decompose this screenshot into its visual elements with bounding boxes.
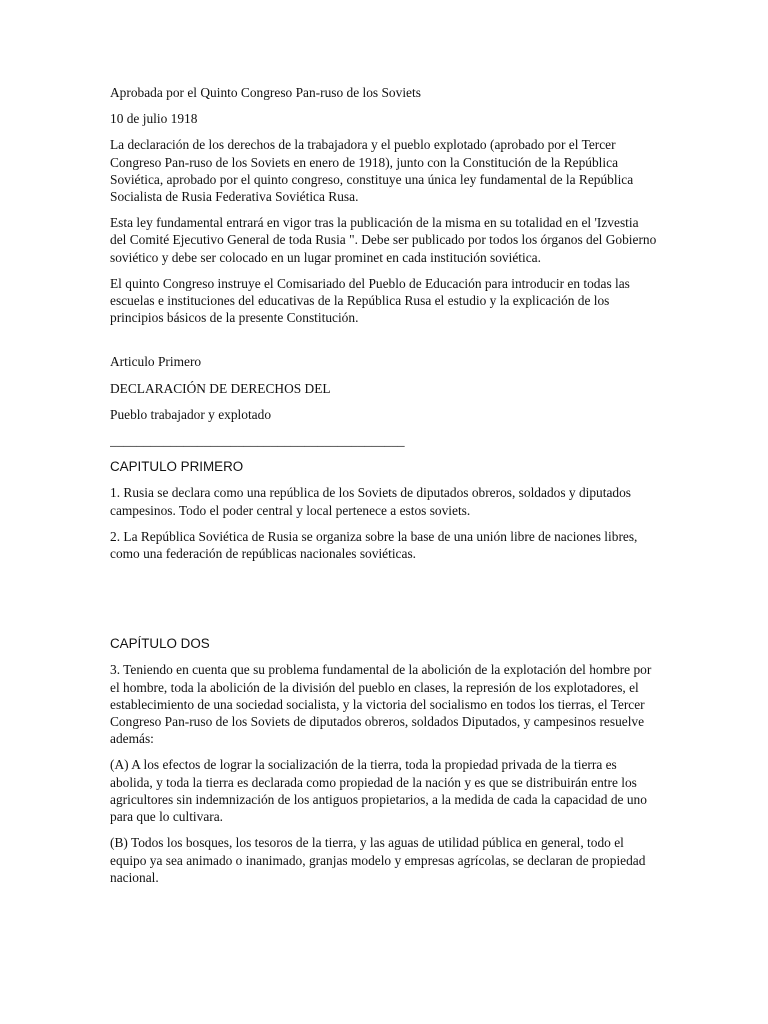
document-page — [110, 84, 658, 895]
chapter-one-title: CAPITULO PRIMERO — [110, 459, 244, 475]
spacer — [110, 335, 658, 353]
declaration-title: DECLARACIÓN DE DERECHOS DEL — [110, 380, 331, 396]
approval-line: Aprobada por el Quinto Congreso Pan-ruso de los Soviets — [110, 85, 421, 100]
date-line: 10 de julio 1918 — [110, 111, 198, 127]
article-title: Articulo Primero — [110, 354, 202, 370]
chapter-one-item-1: 1. Rusia se declara como una república de los Soviets de diputados obreros, soldados y diputados campesinos. Todo el poder central y local pertenece a estos soviets. — [110, 485, 632, 518]
chapter-two-title: CAPÍTULO DOS — [110, 636, 210, 652]
chapter-two-item-b: (B) Todos los bosques, los tesoros de la tierra, y las aguas de utilidad pública en general, todo el equipo ya sea animado o inanimado, granjas modelo y empresas agrícolas, se declaran de propiedad nacional. — [110, 835, 646, 885]
chapter-two-item-3: 3. Teniendo en cuenta que su problema fundamental de la abolición de la explotación del hombre por el hombre, toda la abolición de la división del pueblo en clases, la represión de los explotadores, el establecimiento de una sociedad socialista, y la victoria del socialismo en todos los tierras, el Tercer Congreso Pan-ruso de los Soviets de diputados obreros, soldados Diputados, y campesinos resuelve además: — [110, 662, 652, 747]
intro-paragraph-2: Esta ley fundamental entrará en vigor tras la publicación de la misma en su totalidad en el 'Izvestia del Comité Ejecutivo General de toda Rusia ". Debe ser publicado por todos los órganos del Gobierno soviético y debe ser colocado en un lugar prominet en cada institución soviética. — [110, 215, 657, 265]
intro-paragraph-1: La declaración de los derechos de la trabajadora y el pueblo explotado (aprobado por el Tercer Congreso Pan-ruso de los Soviets en enero de 1918), junto con la Constitución de la República Soviética, aprobado por el quinto congreso, constituye una única ley fundamental de la República Socialista de Rusia Federativa Soviética Rusa. — [110, 137, 634, 205]
separator-line: ____________________________________________ — [110, 433, 405, 449]
chapter-one-item-2: 2. La República Soviética de Rusia se organiza sobre la base de una unión libre de naciones libres, como una federación de repúblicas nacionales soviéticas. — [110, 528, 638, 562]
chapter-two-item-a: (A) A los efectos de lograr la socialización de la tierra, toda la propiedad privada de la tierra es abolida, y toda la tierra es declarada como propiedad de la nación y es que se distribuirán entre los agricultores sin indemnización de los antiguos propietarios, a la medida de cada la capacidad de uno para que lo cultivara. — [110, 757, 647, 825]
intro-paragraph-3: El quinto Congreso instruye el Comisariado del Pueblo de Educación para introducir en todas las escuelas e instituciones del educativas de la República Rusa el estudio y la explicación de los principios básicos de la presente Constitución. — [110, 275, 630, 326]
declaration-subtitle: Pueblo trabajador y explotado — [110, 406, 272, 422]
spacer — [110, 571, 658, 635]
